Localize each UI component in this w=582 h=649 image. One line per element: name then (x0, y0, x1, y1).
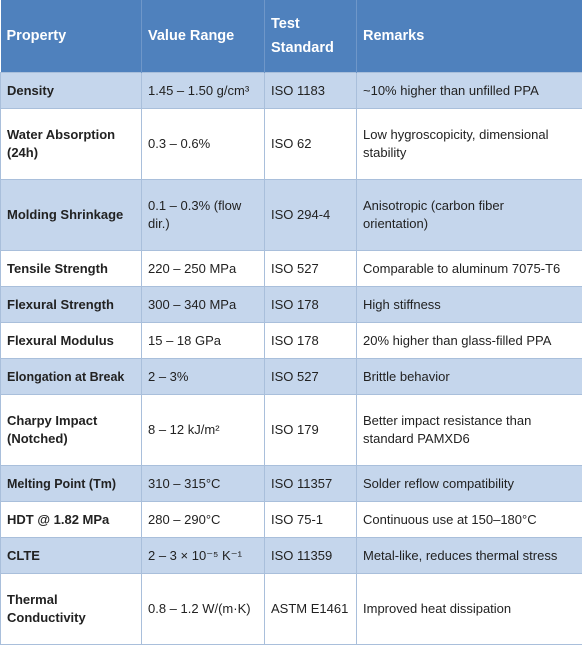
cell-standard: ASTM E1461 (265, 574, 357, 645)
cell-remarks: High stiffness (357, 287, 582, 323)
cell-value: 220 – 250 MPa (142, 251, 265, 287)
cell-property: Thermal Conductivity (1, 574, 142, 645)
cell-property: Flexural Strength (1, 287, 142, 323)
cell-standard: ISO 178 (265, 287, 357, 323)
header-row (1, 0, 582, 73)
table-row (1, 538, 582, 574)
cell-remarks: Continuous use at 150–180°C (357, 502, 582, 538)
cell-standard: ISO 11359 (265, 538, 357, 574)
header-property: Property (1, 0, 142, 73)
table-row (1, 109, 582, 180)
cell-value: 0.8 – 1.2 W/(m·K) (142, 574, 265, 645)
table-header (1, 0, 582, 73)
table-row (1, 395, 582, 466)
header-value-range: Value Range (142, 0, 265, 73)
cell-value: 8 – 12 kJ/m² (142, 395, 265, 466)
cell-property: Density (1, 73, 142, 109)
cell-remarks: Metal-like, reduces thermal stress (357, 538, 582, 574)
cell-property: Flexural Modulus (1, 323, 142, 359)
cell-property: Water Absorption (24h) (1, 109, 142, 180)
cell-value: 2 – 3 × 10⁻⁵ K⁻¹ (142, 538, 265, 574)
cell-standard: ISO 179 (265, 395, 357, 466)
cell-property: Charpy Impact (Notched) (1, 395, 142, 466)
table-row (1, 251, 582, 287)
cell-remarks: 20% higher than glass-filled PPA (357, 323, 582, 359)
cell-value: 300 – 340 MPa (142, 287, 265, 323)
cell-property: Melting Point (Tm) (1, 466, 142, 502)
cell-remarks: Anisotropic (carbon fiber orientation) (357, 180, 582, 251)
cell-standard: ISO 527 (265, 359, 357, 395)
header-remarks: Remarks (357, 0, 582, 73)
cell-remarks: Better impact resistance than standard PAMXD6 (357, 395, 582, 466)
cell-value: 1.45 – 1.50 g/cm³ (142, 73, 265, 109)
cell-property: Elongation at Break (1, 359, 142, 395)
table-row (1, 323, 582, 359)
cell-remarks: Brittle behavior (357, 359, 582, 395)
cell-value: 0.3 – 0.6% (142, 109, 265, 180)
cell-value: 310 – 315°C (142, 466, 265, 502)
cell-value: 0.1 – 0.3% (flow dir.) (142, 180, 265, 251)
cell-standard: ISO 75-1 (265, 502, 357, 538)
table-row (1, 359, 582, 395)
table-body (1, 73, 582, 645)
cell-remarks: Solder reflow compatibility (357, 466, 582, 502)
cell-standard: ISO 62 (265, 109, 357, 180)
header-test-standard: Test Standard (265, 0, 357, 73)
cell-standard: ISO 1183 (265, 73, 357, 109)
cell-property: HDT @ 1.82 MPa (1, 502, 142, 538)
cell-standard: ISO 527 (265, 251, 357, 287)
table-row (1, 466, 582, 502)
cell-property: Tensile Strength (1, 251, 142, 287)
table-row (1, 287, 582, 323)
cell-property: Molding Shrinkage (1, 180, 142, 251)
table-row (1, 73, 582, 109)
table-row (1, 574, 582, 645)
cell-standard: ISO 178 (265, 323, 357, 359)
cell-remarks: Low hygroscopicity, dimensional stability (357, 109, 582, 180)
cell-remarks: Improved heat dissipation (357, 574, 582, 645)
cell-value: 2 – 3% (142, 359, 265, 395)
cell-value: 280 – 290°C (142, 502, 265, 538)
cell-remarks: Comparable to aluminum 7075-T6 (357, 251, 582, 287)
cell-value: 15 – 18 GPa (142, 323, 265, 359)
cell-property: CLTE (1, 538, 142, 574)
table-row (1, 180, 582, 251)
cell-remarks: ~10% higher than unfilled PPA (357, 73, 582, 109)
cell-standard: ISO 11357 (265, 466, 357, 502)
cell-standard: ISO 294-4 (265, 180, 357, 251)
table-row (1, 502, 582, 538)
